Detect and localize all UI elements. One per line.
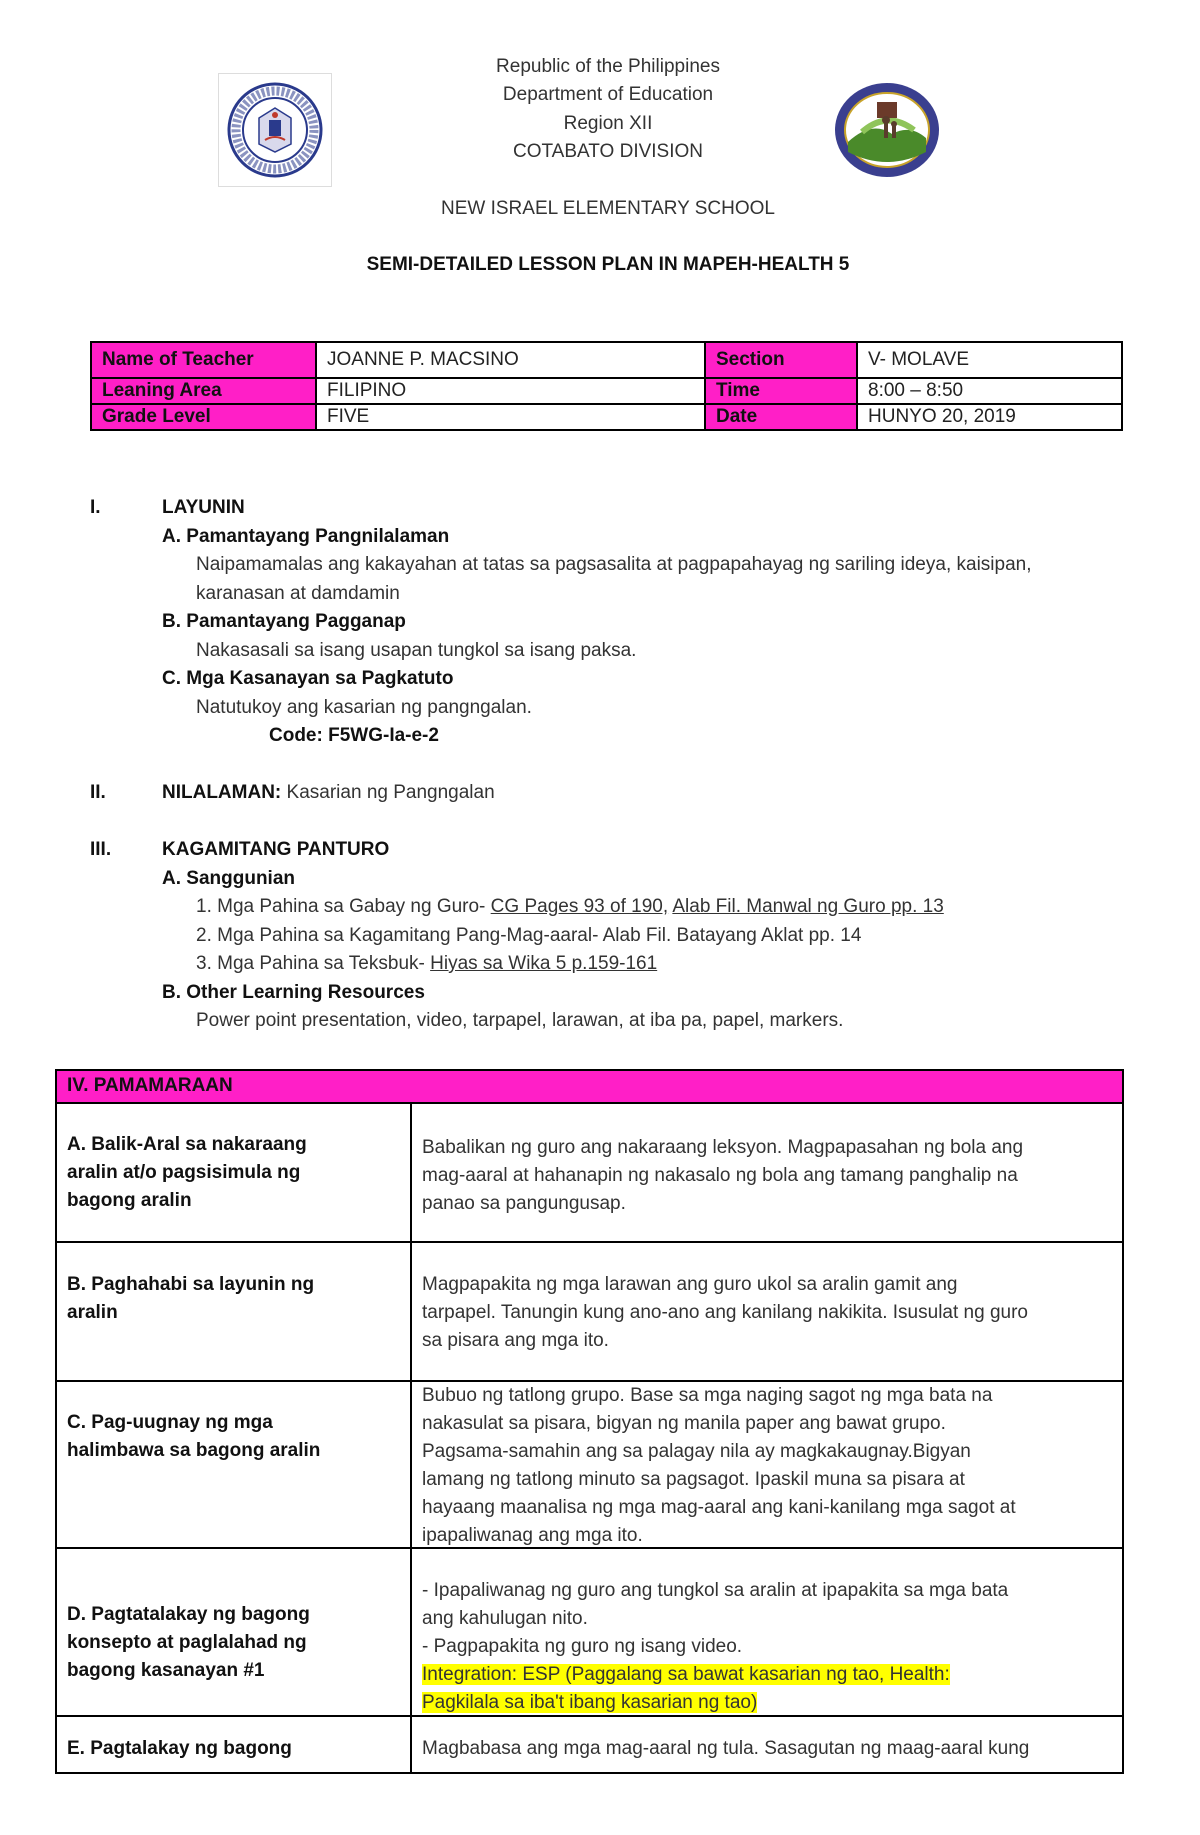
step-a-label-line: bagong aralin [67, 1190, 192, 1211]
section-2-line [162, 782, 495, 804]
competency-heading: C. Mga Kasanayan sa Pagkatuto [162, 668, 454, 689]
time-value: 8:00 – 8:50 [857, 378, 1122, 404]
reference-item-3-prefix: 3. Mga Pahina sa Teksbuk- [196, 953, 431, 974]
school-name: NEW ISRAEL ELEMENTARY SCHOOL [441, 198, 775, 219]
step-a-text-line: mag-aaral at hahanapin ng nakasalo ng bola ang tamang panghalip na [422, 1165, 1018, 1186]
row-divider [57, 1241, 1122, 1243]
section-2-number: II. [90, 782, 106, 803]
other-resources-text: Power point presentation, video, tarpapel, larawan, at iba pa, papel, markers. [196, 1010, 844, 1031]
step-d-text-line: ang kahulugan nito. [422, 1608, 588, 1629]
section-2-label: NILALAMAN: [162, 782, 282, 803]
section-value: V- MOLAVE [857, 342, 1122, 378]
page-title: SEMI-DETAILED LESSON PLAN IN MAPEH-HEALTH 5 [366, 254, 850, 275]
performance-standard-heading: B. Pamantayang Pagganap [162, 611, 406, 632]
other-resources-heading: B. Other Learning Resources [162, 982, 425, 1003]
step-b-text-line: Magpapakita ng mga larawan ang guro ukol sa aralin gamit ang [422, 1274, 958, 1295]
step-b-label-line: B. Paghahabi sa layunin ng [67, 1274, 315, 1295]
step-d-label-line: bagong kasanayan #1 [67, 1660, 265, 1681]
reference-link-manwal[interactable]: Alab Fil. Manwal ng Guro pp. 13 [672, 896, 944, 917]
time-label: Time [705, 378, 857, 404]
integration-note-line [422, 1689, 1122, 1717]
content-standard-text: Naipamamalas ang kakayahan at tatas sa pagsasalita at pagpapahayag ng sariling ideya, kaisipan, [196, 554, 1032, 575]
references-heading: A. Sanggunian [162, 868, 295, 889]
section-1-title: LAYUNIN [162, 497, 245, 518]
step-d-label-line: konsepto at paglalahad ng [67, 1632, 307, 1653]
date-label: Date [705, 404, 857, 430]
section-3-title: KAGAMITANG PANTURO [162, 839, 390, 860]
step-d-label-line: D. Pagtatalakay ng bagong [67, 1604, 310, 1625]
step-c-text-line: hayaang maanalisa ng mga mag-aaral ang kani-kanilang mga sagot at [422, 1497, 1016, 1518]
teacher-label: Name of Teacher [91, 342, 316, 378]
step-a-label-line: A. Balik-Aral sa nakaraang [67, 1134, 307, 1155]
table-row [91, 378, 1122, 404]
integration-note-line [422, 1661, 1122, 1689]
competency-code: Code: F5WG-Ia-e-2 [269, 725, 439, 746]
grade-value: FIVE [316, 404, 705, 430]
table-row [91, 404, 1122, 430]
header-division: COTABATO DIVISION [512, 141, 704, 162]
step-b-label [67, 1271, 397, 1327]
step-e-label [67, 1735, 397, 1763]
procedure-table [55, 1069, 1124, 1774]
reference-link-hiyas[interactable]: Hiyas sa Wika 5 p.159-161 [430, 953, 658, 974]
lesson-info-table [90, 341, 1123, 431]
performance-standard-text: Nakasasali sa isang usapan tungkol sa isang paksa. [196, 640, 637, 661]
step-c-label-line: C. Pag-uugnay ng mga [67, 1412, 273, 1433]
step-c-text-line: Pagsama-samahin ang sa palagay nila ay magkakaugnay.Bigyan [422, 1441, 971, 1462]
procedure-header-label: IV. PAMAMARAAN [67, 1075, 233, 1096]
header-republic: Republic of the Philippines [496, 56, 720, 77]
step-b-text-line: tarpapel. Tanungin kung ano-ano ang kanilang nakikita. Isusulat ng guro [422, 1302, 1028, 1323]
step-d-description [422, 1577, 1122, 1717]
step-e-text-line: Magbabasa ang mga mag-aaral ng tula. Sasagutan ng maag-aaral kung [422, 1738, 1030, 1759]
teacher-value: JOANNE P. MACSINO [316, 342, 705, 378]
procedure-header [57, 1071, 1122, 1104]
reference-item-1 [196, 896, 944, 918]
header-region: Region XII [563, 113, 653, 134]
section-label: Section [705, 342, 857, 378]
step-d-label [67, 1601, 397, 1685]
content-standard-heading: A. Pamantayang Pangnilalaman [162, 526, 450, 547]
step-c-text-line: lamang ng tatlong minuto sa pagsagot. Ipaskil muna sa pisara at [422, 1469, 965, 1490]
step-d-text-line: - Ipapaliwanag ng guro ang tungkol sa aralin at ipapakita sa mga bata [422, 1580, 1009, 1601]
integration-highlight: Pagkilala sa iba't ibang kasarian ng tao) [422, 1692, 758, 1713]
reference-item-1-prefix: 1. Mga Pahina sa Gabay ng Guro- [196, 896, 491, 917]
step-b-text-line: sa pisara ang mga ito. [422, 1330, 609, 1351]
column-divider [410, 1104, 412, 1774]
step-e-label-line: E. Pagtalakay ng bagong [67, 1738, 292, 1759]
area-label: Leaning Area [91, 378, 316, 404]
content-standard-text-cont: karanasan at damdamin [196, 583, 400, 604]
grade-label: Grade Level [91, 404, 316, 430]
step-a-text-line: panao sa pangungusap. [422, 1193, 626, 1214]
date-value: HUNYO 20, 2019 [857, 404, 1122, 430]
step-a-description [422, 1134, 1122, 1218]
step-b-description [422, 1271, 1122, 1355]
step-a-label [67, 1131, 397, 1215]
integration-highlight: Integration: ESP (Paggalang sa bawat kasarian ng tao, Health: [422, 1664, 950, 1685]
step-a-label-line: aralin at/o pagsisimula ng [67, 1162, 301, 1183]
reference-item-3 [196, 953, 657, 975]
step-c-text-line: nakasulat sa pisara, bigyan ng manila paper ang bawat grupo. [422, 1413, 946, 1434]
step-b-label-line: aralin [67, 1302, 118, 1323]
step-a-text-line: Babalikan ng guro ang nakaraang leksyon. Magpapasahan ng bola ang [422, 1137, 1024, 1158]
step-c-label-line: halimbawa sa bagong aralin [67, 1440, 321, 1461]
step-c-text-line: ipapaliwanag ang mga ito. [422, 1525, 643, 1546]
reference-link-cg[interactable]: CG Pages 93 of 190, [490, 896, 669, 917]
section-2-text: Kasarian ng Pangngalan [286, 782, 495, 803]
table-row [91, 342, 1122, 378]
reference-item-2: 2. Mga Pahina sa Kagamitang Pang-Mag-aaral- Alab Fil. Batayang Aklat pp. 14 [196, 925, 862, 946]
step-c-description [422, 1382, 1122, 1550]
competency-text: Natutukoy ang kasarian ng pangngalan. [196, 697, 532, 718]
step-c-label [67, 1409, 397, 1465]
step-d-text-line: - Pagpapakita ng guro ng isang video. [422, 1636, 743, 1657]
header-department: Department of Education [502, 84, 714, 105]
section-3-number: III. [90, 839, 112, 860]
area-value: FILIPINO [316, 378, 705, 404]
step-c-text-line: Bubuo ng tatlong grupo. Base sa mga naging sagot ng mga bata na [422, 1385, 993, 1406]
step-e-description [422, 1735, 1122, 1763]
section-1-number: I. [90, 497, 101, 518]
